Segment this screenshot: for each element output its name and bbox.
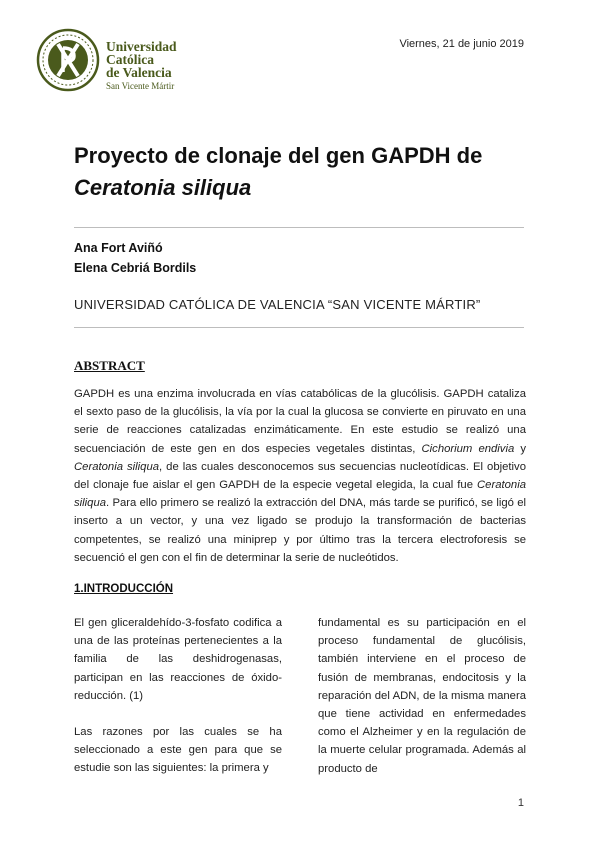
abstract-part-1: GAPDH es una enzima involucrada en vías catabólicas de la glucólisis. GAPDH cataliza el sexto paso de la glucólisis, la vía por la cual la glucosa se convierte en piruvato en una serie de reacciones catalizadas enzimáticamente. En este estudio se realizó una secuenciación de este gen en dos especies vegetales distintas, — [74, 388, 526, 455]
logo-line-1: Universidad — [106, 39, 177, 54]
intro-column-left — [74, 614, 282, 796]
species-name: Ceratonia siliqua — [74, 460, 160, 473]
divider-top — [74, 227, 524, 228]
abstract-text — [74, 385, 526, 567]
logo-line-3: de Valencia — [106, 65, 172, 80]
abstract-heading: ABSTRACT — [74, 358, 145, 373]
paper-title — [74, 140, 534, 204]
logo-line-2: Católica — [106, 52, 154, 67]
page-number: 1 — [517, 797, 524, 809]
conjunction: y — [514, 442, 526, 455]
author: Ana Fort Aviñó — [74, 241, 163, 255]
divider-bottom — [74, 327, 524, 328]
logo-line-4: San Vicente Mártir — [106, 81, 175, 91]
intro-paragraph: Las razones por las cuales se ha seleccionado a este gen para que se estudie son las siguientes: la primera y — [74, 726, 282, 775]
author: Elena Cebriá Bordils — [74, 261, 197, 275]
abstract-part-2: , de las cuales desconocemos sus secuencias nucleotídicas. El objetivo del clonaje fue aislar el gen GAPDH de la especie vegetal elegida, la cual fue — [74, 460, 526, 492]
affiliation: UNIVERSIDAD CATÓLICA DE VALENCIA “SAN VICENTE MÁRTIR” — [74, 297, 481, 312]
document-date: Viernes, 21 de junio 2019 — [399, 38, 524, 50]
author-list — [74, 238, 196, 278]
species-name: Ceratonia siliqua — [74, 479, 526, 510]
species-name: Cichorium endivia — [421, 442, 515, 455]
abstract-part-3: . Para ello primero se realizó la extracción del DNA, más tarde se purificó, se ligó el inserto a un vector, y una vez ligado se produjo la transformación de bacterias competentes, se realizó una miniprep y por último tras la tercera electroforesis se secuenció el gen con el fin de determinar la serie de nucleótidos. — [74, 497, 526, 564]
university-logo — [36, 28, 186, 94]
intro-paragraph: fundamental es su participación en el proceso fundamental de glucólisis, también interviene en el proceso de fusión de membranas, endocitosis y la reparación del ADN, de la misma manera que tiene actividad en enfermedades como el Alzheimer y en la regulación de la muerte celular programada. Además al producto de — [318, 617, 526, 775]
intro-column-right — [318, 614, 526, 796]
intro-heading: 1.INTRODUCCIÓN — [74, 583, 174, 595]
title-species: Ceratonia siliqua — [74, 175, 252, 200]
intro-paragraph: El gen gliceraldehído-3-fosfato codifica a una de las proteínas pertenecientes a la familia de las deshidrogenasas, participan en las reacciones de óxido-reducción. (1) — [74, 617, 282, 702]
university-seal-icon — [36, 28, 100, 92]
title-main: Proyecto de clonaje del gen GAPDH de — [74, 143, 483, 168]
